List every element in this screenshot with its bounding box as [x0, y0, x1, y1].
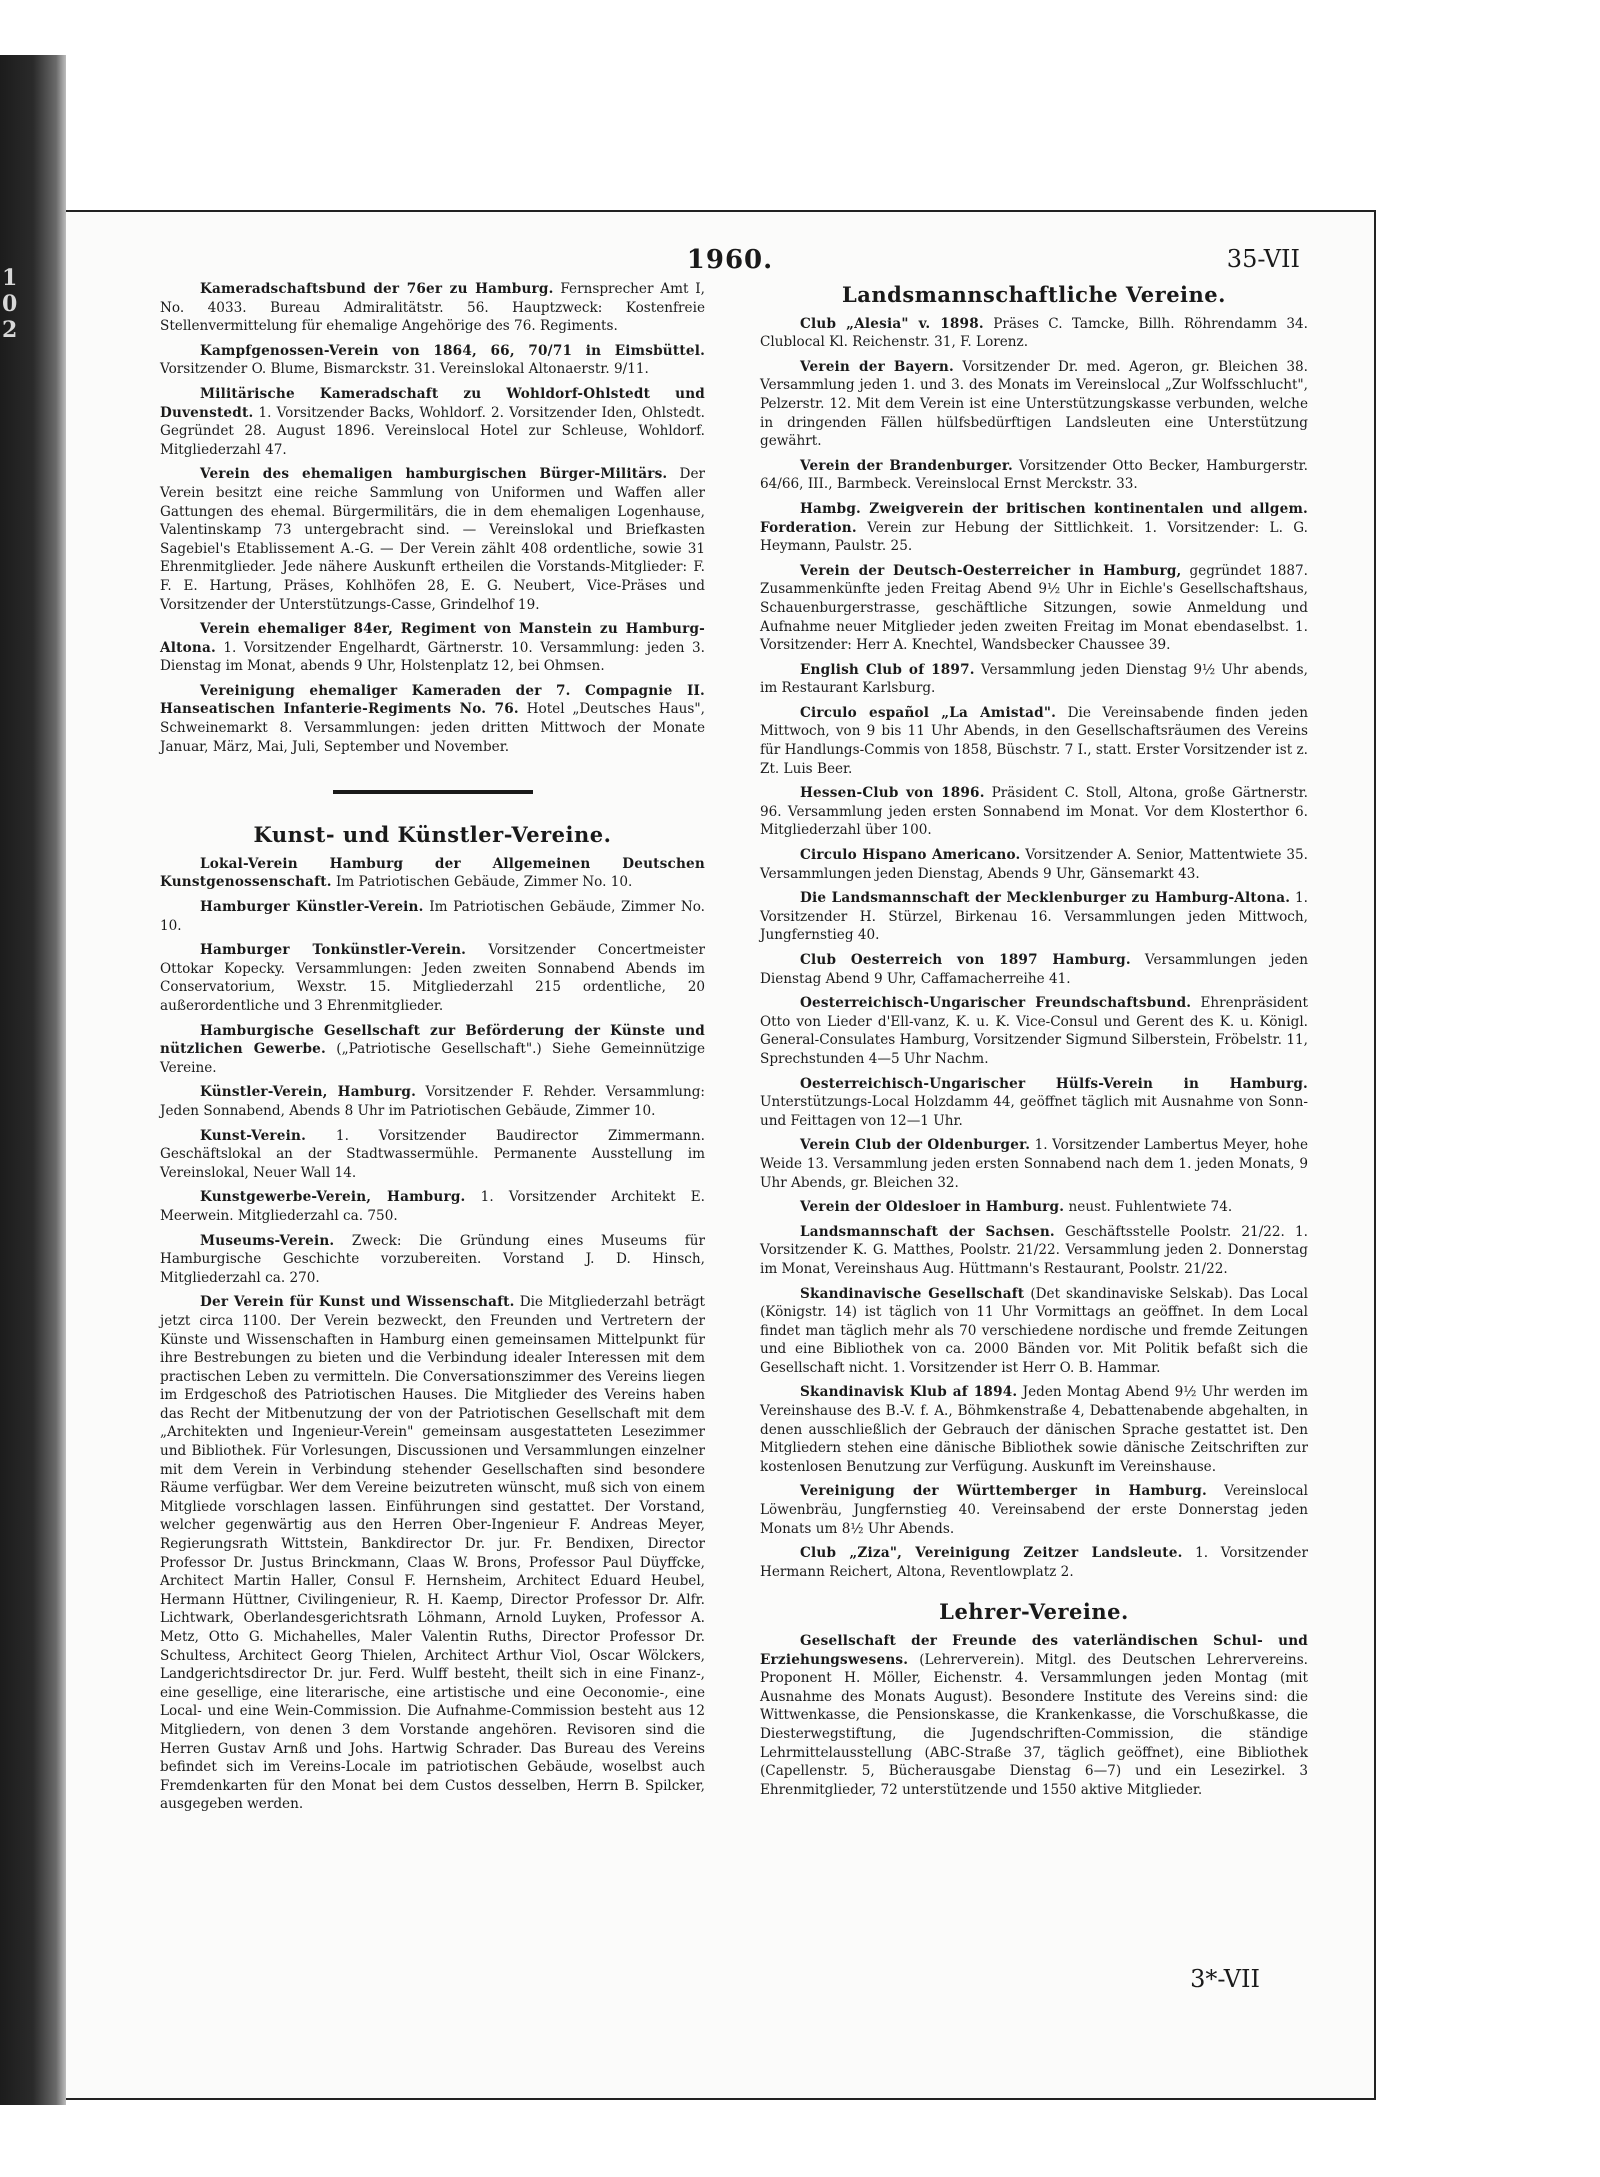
entry-body: 1. Vorsitzender Engelhardt, Gärtnerstr. 10. Versammlung: jeden 3. Dienstag im Monat, abends 9 Uhr, Holstenplatz 12, bei Ohmsen.	[160, 639, 705, 675]
entry-title: Verein der Deutsch-Oesterreicher in Hamburg,	[800, 562, 1182, 579]
entry-body: neust. Fuhlentwiete 74.	[1068, 1199, 1233, 1216]
entry-title: Oesterreichisch-Ungarischer Hülfs-Verein in Hamburg.	[800, 1075, 1308, 1092]
right-column	[760, 280, 1308, 1805]
footer-signature: 3*-VII	[1190, 1965, 1260, 1993]
entry-title: Militärische Kameradschaft zu Wohldorf-Ohlstedt und Duvenstedt.	[160, 385, 705, 421]
entry-title: Museums-Verein.	[200, 1232, 335, 1249]
entry-title: Hamburgische Gesellschaft zur Beförderung der Künste und nützlichen Gewerbe.	[160, 1022, 705, 1058]
entry-title: Club Oesterreich von 1897 Hamburg.	[800, 952, 1131, 968]
directory-entry	[760, 1136, 1308, 1192]
entry-body: Jeden Montag Abend 9½ Uhr werden im Vereinshause des B.-V. f. A., Böhmkenstraße 4, Debattenabende abgehalten, in denen ausschließlich der Gebrauch der dänischen Sprache gestattet ist. Den Mitgliedern stehen eine dänische Bibliothek sowie dänische Zeitschriften zur kostenlosen Benutzung zur Verfügung. Auskunft im Vereinshause.	[760, 1384, 1308, 1475]
entry-body: (Lehrerverein). Mitgl. des Deutschen Lehrervereins. Proponent H. Möller, Eichenstr. 4. Versammlungen jeden Montag (mit Ausnahme des Monats August). Besondere Institute des Vereins sind: die Wittwenkasse, die Pensionskasse, die Krankenkasse, die Vorschußkasse, die Diesterwegstiftung, die Jugendschriften-Commission, die ständige Lehrmittelausstellung (ABC-Straße 37, täglich geöffnet), eine Bibliothek (Capellenstr. 5, Bücherausgabe Dienstag 6—7) und ein Lesezirkel. 3 Ehrenmitglieder, 72 unterstützende und 1550 aktive Mitglieder.	[760, 1651, 1308, 1798]
entry-title: Hamburger Künstler-Verein.	[200, 899, 424, 916]
directory-entry	[160, 1232, 705, 1288]
entry-title: Gesellschaft der Freunde des vaterländischen Schul- und Erziehungswesens.	[760, 1633, 1308, 1668]
entry-title: Skandinavisk Klub af 1894.	[800, 1384, 1018, 1401]
section-title-kunst: Kunst- und Künstler-Vereine.	[253, 822, 612, 848]
directory-entry	[760, 562, 1308, 655]
entry-body: Fernsprecher Amt I, No. 4033. Bureau Admiralitätstr. 56. Hauptzweck: Kostenfreie Stellenvermittelung für ehemalige Angehörige des 76. Regiments.	[160, 281, 705, 335]
left-entries-top	[160, 280, 705, 756]
directory-entry	[160, 1083, 705, 1120]
margin-glyph: 0	[2, 291, 18, 317]
entry-title: Verein der Brandenburger.	[800, 457, 1013, 474]
directory-entry	[760, 457, 1308, 494]
margin-glyph: 1	[2, 265, 18, 291]
section-divider	[333, 790, 533, 794]
entry-title: Hessen-Club von 1896.	[800, 785, 985, 802]
entry-title: Verein ehemaliger 84er, Regiment von Manstein zu Hamburg-Altona.	[160, 621, 705, 656]
entry-body: Vorsitzender A. Senior, Mattentwiete 35. Versammlungen jeden Dienstag, Abends 9 Uhr, Gänsemarkt 43.	[760, 847, 1308, 882]
entry-body: 1. Vorsitzender Baudirector Zimmermann. Geschäftslokal an der Stadtwassermühle. Permanente Ausstellung im Vereinslokal, Neuer Wall 14.	[160, 1127, 705, 1181]
directory-entry	[760, 951, 1308, 988]
directory-entry	[760, 889, 1308, 945]
entry-body: Versammlung jeden Dienstag 9½ Uhr abends, im Restaurant Karlsburg.	[760, 661, 1308, 697]
entry-title: Landsmannschaft der Sachsen.	[800, 1223, 1055, 1240]
entry-title: Vereinigung der Württemberger in Hamburg.	[800, 1483, 1207, 1500]
entry-title: Kunstgewerbe-Verein, Hamburg.	[200, 1189, 466, 1206]
right-entries-landsmannschaft	[760, 315, 1308, 1582]
entry-title: Künstler-Verein, Hamburg.	[200, 1084, 417, 1101]
directory-entry	[760, 994, 1308, 1068]
section-title-lehrer: Lehrer-Vereine.	[939, 1599, 1129, 1625]
entry-title: Circulo Hispano Americano.	[800, 847, 1021, 864]
directory-entry	[160, 1293, 705, 1814]
page-number: 1960.	[686, 245, 774, 275]
entry-body: Vorsitzender Concertmeister Ottokar Kopecky. Versammlungen: Jeden zweiten Sonnabend Abends im Conservatorium, Wexstr. 15. Mitgliederzahl 215 ordentliche, 20 außerordentliche und 3 Ehrenmitglieder.	[160, 942, 705, 1014]
directory-entry	[760, 1075, 1308, 1131]
entry-body: Der Verein besitzt eine reiche Sammlung von Uniformen und Waffen aller Gattungen des ehemal. Bürgermilitärs, die in dem ehemaligen Logenhause, Valentinskamp 73 untergebracht sind. — Vereinslokal und Briefkasten Sagebiel's Etablissement A.-G. — Der Verein zählt 408 ordentliche, sowie 31 Ehrenmitglieder. Jede nähere Auskunft ertheilen die Vorstands-Mitglieder: F. F. E. Hartung, Präses, Kohlhöfen 28, E. G. Neubert, Vice-Präses und Vorsitzender der Unterstützungs-Casse, Grindelhof 19.	[160, 466, 705, 613]
left-entries-bottom	[160, 855, 705, 1814]
entry-body: Im Patriotischen Gebäude, Zimmer No. 10.	[335, 874, 633, 891]
entry-title: Circulo español „La Amistad".	[800, 704, 1057, 721]
directory-entry	[160, 465, 705, 614]
entry-title: Hamburger Tonkünstler-Verein.	[200, 942, 467, 959]
entry-title: Verein der Oldesloer in Hamburg.	[800, 1199, 1065, 1216]
entry-body: Vereinslocal Löwenbräu, Jungfernstieg 40. Vereinsabend der erste Donnerstag jeden Monats um 8½ Uhr Abends.	[760, 1483, 1308, 1537]
entry-body: (Det skandinaviske Selskab). Das Local (Königstr. 14) ist täglich von 11 Uhr Vormittags an geöffnet. In dem Local findet man täglich mehr als 70 verschiedene nordische und fremde Zeitungen und eine Bibliothek von ca. 2000 Bänden vor. Mit Politik befaßt sich die Gesellschaft nicht. 1. Vorsitzender ist Herr O. B. Hammar.	[760, 1285, 1308, 1376]
entry-body: Im Patriotischen Gebäude, Zimmer No. 10.	[160, 899, 705, 934]
entry-title: Kunst-Verein.	[200, 1127, 307, 1144]
entry-title: Verein der Bayern.	[800, 358, 954, 375]
entry-body: Hotel „Deutsches Haus", Schweinemarkt 8. Versammlungen: jeden dritten Mittwoch der Monate Januar, März, Mai, Juli, September und November.	[160, 701, 705, 755]
entry-body: Präses C. Tamcke, Billh. Röhrendamm 34. Clublocal Kl. Reichenstr. 31, F. Lorenz.	[760, 315, 1308, 351]
directory-entry	[760, 1544, 1308, 1581]
entry-title: Der Verein für Kunst und Wissenschaft.	[200, 1294, 515, 1311]
entry-title: Oesterreichisch-Ungarischer Freundschaftsbund.	[800, 995, 1192, 1012]
directory-entry	[160, 682, 705, 756]
left-column	[160, 280, 705, 1820]
binding-edge	[0, 55, 66, 2105]
directory-entry	[760, 846, 1308, 883]
entry-title: Club „Alesia" v. 1898.	[800, 315, 984, 332]
directory-entry	[760, 784, 1308, 840]
entry-body: Präsident C. Stoll, Altona, große Gärtnerstr. 96. Versammlung jeden ersten Sonnabend im Monat. Vor dem Klosterthor 6. Mitgliederzahl über 100.	[760, 785, 1308, 839]
right-entries-lehrer	[760, 1632, 1308, 1799]
directory-entry	[160, 620, 705, 676]
directory-entry	[760, 1285, 1308, 1378]
directory-entry	[760, 1482, 1308, 1538]
entry-body: Die Vereinsabende finden jeden Mittwoch, von 9 bis 11 Uhr Abends, in den Gesellschaftsräumen des Vereins für Handlungs-Commis von 1858, Büschstr. 7 I., statt. Erster Vorsitzender ist z. Zt. Luis Beer.	[760, 704, 1308, 777]
directory-entry	[160, 898, 705, 935]
entry-body: 1. Vorsitzender H. Stürzel, Birkenau 16. Versammlungen jeden Mittwoch, Jungfernstieg 40.	[760, 890, 1308, 944]
directory-entry	[760, 315, 1308, 352]
directory-entry	[760, 661, 1308, 698]
entry-body: gegründet 1887. Zusammenkünfte jeden Freitag Abend 9½ Uhr in Eichle's Gesellschaftshaus, Schauenburgerstrasse, geschäftliche Sitzungen, sowie Anmeldung und Aufnahme neuer Mitglieder jeden zweiten Freitag im Monat ebendaselbst. 1. Vorsitzender: Herr A. Knechtel, Wandsbecker Chaussee 39.	[760, 562, 1309, 654]
entry-body: Ehrenpräsident Otto von Lieder d'Ell-vanz, K. u. K. Vice-Consul und Gerent des K. u. Königl. General-Consulates Hamburg, Vorsitzender Sigmund Silberstein, Fröbelstr. 11, Sprechstunden 4—5 Uhr Nachm.	[760, 995, 1309, 1067]
entry-body: 1. Vorsitzender Hermann Reichert, Altona, Reventlowplatz 2.	[760, 1545, 1308, 1580]
directory-entry	[760, 500, 1308, 556]
entry-title: Verein Club der Oldenburger.	[800, 1137, 1031, 1154]
entry-title: Verein des ehemaligen hamburgischen Bürger-Militärs.	[200, 466, 668, 483]
entry-title: Die Landsmannschaft der Mecklenburger zu Hamburg-Altona.	[800, 890, 1291, 907]
directory-entry	[760, 358, 1308, 451]
directory-entry	[160, 1127, 705, 1183]
entry-body: Versammlungen jeden Dienstag Abend 9 Uhr, Caffamacherreihe 41.	[760, 952, 1308, 987]
directory-entry	[160, 1022, 705, 1078]
entry-title: Hambg. Zweigverein der britischen kontinentalen und allgem. Forderation.	[760, 500, 1308, 536]
entry-body: Zweck: Die Gründung eines Museums für Hamburgische Geschichte vorzubereiten. Vorstand J. D. Hinsch, Mitgliederzahl ca. 270.	[160, 1232, 705, 1286]
directory-entry	[760, 1198, 1308, 1217]
directory-entry	[760, 1223, 1308, 1279]
entry-title: Kampfgenossen-Verein von 1864, 66, 70/71 in Eimsbüttel.	[200, 342, 705, 359]
directory-entry	[160, 941, 705, 1015]
entry-body: Vorsitzender O. Blume, Bismarckstr. 31. Vereinslokal Altonaerstr. 9/11.	[160, 361, 649, 378]
entry-title: Lokal-Verein Hamburg der Allgemeinen Deutschen Kunstgenossenschaft.	[160, 855, 705, 891]
entry-title: English Club of 1897.	[800, 661, 975, 678]
directory-entry	[160, 342, 705, 379]
entry-body: Unterstützungs-Local Holzdamm 44, geöffnet täglich mit Ausnahme von Sonn- und Feittagen von 12—1 Uhr.	[760, 1094, 1308, 1129]
directory-entry	[760, 704, 1308, 778]
entry-body: Vorsitzender F. Rehder. Versammlung: Jeden Sonnabend, Abends 8 Uhr im Patriotischen Gebäude, Zimmer 10.	[160, 1084, 706, 1119]
section-title-landsmannschaft: Landsmannschaftliche Vereine.	[842, 282, 1226, 307]
entry-body: („Patriotische Gesellschaft".) Siehe Gemeinnützige Vereine.	[160, 1041, 705, 1076]
entry-title: Skandinavische Gesellschaft	[800, 1285, 1025, 1302]
entry-body: Vorsitzender Dr. med. Ageron, gr. Bleichen 38. Versammlung jeden 1. und 3. des Monats im Vereinslocal „Zur Wolfsschlucht", Pelzerstr. 12. Mit dem Verein ist eine Unterstützungskasse verbunden, welche in dringenden Fällen hülfsbedürftigen Landsleuten eine Unterstützung gewährt.	[760, 358, 1309, 450]
directory-entry	[160, 280, 705, 336]
entry-body: Die Mitgliederzahl beträgt jetzt circa 1100. Der Verein bezweckt, den Freunden und Vertretern der Künste und Wissenschaften in Hamburg einen gemeinsamen Mittelpunkt für ihre Bestrebungen zu bieten und die Verbindung idealer Interessen mit dem practischen Leben zu vermitteln. Die Conversationszimmer des Vereins liegen im Erdgeschoß des Patriotischen Hauses. Die Mitglieder des Vereins haben das Recht der Mitbenutzung der von der Patriotischen Gesellschaft mit dem „Architekten und Ingenieur-Verein" gemeinsam ausgestatteten Lesezimmer und Bibliothek. Für Vorlesungen, Discussionen und Versammlungen einzelner mit dem Verein in Verbindung stehender Gesellschaften sind besondere Räume verfügbar. Wer dem Vereine beizutreten wünscht, muß sich von einem Mitgliede vorschlagen lassen. Einführungen sind gestattet. Der Vorstand, welcher gegenwärtig aus den Herren Ober-Ingenieur F. Andreas Meyer, Regierungsrath Wittstein, Bankdirector Dr. jur. Fr. Bendixen, Director Professor Dr. Justus Brinckmann, Claas W. Brons, Professor Paul Düyffcke, Architect Martin Haller, Consul F. Hernsheim, Architect Eduard Heubel, Hermann Hüttner, Civilingenieur, R. H. Kaemp, Director Professor Dr. Alfr. Lichtwark, Oberlandesgerichtsrath Löhmann, Arnold Luyken, Professor A. Metz, Otto G. Michahelles, Maler Valentin Ruths, Director Professor Dr. Schultess, Architect Georg Thielen, Architect Arthur Viol, Oscar Wölckers, Landgerichtsdirector Dr. jur. Ferd. Wulff besteht, theilt sich in eine Finanz-, eine gesellige, eine literarische, eine artistische und eine Oeconomie-, eine Local- und eine Wein-Commission. Die Aufnahme-Commission besteht aus 12 Mitgliedern, von denen 3 dem Vorstande angehören. Revisoren sind die Herren Gustav Arnß und Johs. Hartwig Schrader. Das Bureau des Vereins befindet sich im Vereins-Locale im patriotischen Gebäude, woselbst auch Fremdenkarten für den Monat bei dem Custos desselben, Herrn B. Spilcker, ausgegeben werden.	[160, 1294, 705, 1813]
entry-body: 1. Vorsitzender Architekt E. Meerwein. Mitgliederzahl ca. 750.	[160, 1189, 705, 1224]
entry-title: Kameradschaftsbund der 76er zu Hamburg.	[200, 281, 554, 297]
page-signature: 35-VII	[1226, 245, 1300, 273]
entry-body: Vorsitzender Otto Becker, Hamburgerstr. 64/66, III., Barmbeck. Vereinslocal Ernst Merckstr. 33.	[760, 457, 1308, 493]
directory-entry	[160, 385, 705, 459]
entry-title: Club „Ziza", Vereinigung Zeitzer Landsleute.	[800, 1545, 1183, 1562]
directory-entry	[760, 1383, 1308, 1476]
margin-glyph: 2	[2, 317, 18, 343]
directory-entry	[160, 855, 705, 892]
entry-title: Vereinigung ehemaliger Kameraden der 7. Compagnie II. Hanseatischen Infanterie-Regiments No. 76.	[160, 682, 705, 718]
entry-body: Geschäftsstelle Poolstr. 21/22. 1. Vorsitzender K. G. Matthes, Poolstr. 21/22. Versammlung jeden 2. Donnerstag im Monat, Vereinshaus Aug. Hüttmann's Restaurant, Poolstr. 21/22.	[760, 1223, 1308, 1277]
entry-body: Verein zur Hebung der Sittlichkeit. 1. Vorsitzender: L. G. Heymann, Paulstr. 25.	[760, 519, 1308, 555]
directory-entry	[760, 1632, 1308, 1799]
entry-body: 1. Vorsitzender Backs, Wohldorf. 2. Vorsitzender Iden, Ohlstedt. Gegründet 28. August 1896. Vereinslocal Hotel zur Schleuse, Wohldorf. Mitgliederzahl 47.	[160, 404, 705, 458]
directory-entry	[160, 1188, 705, 1225]
entry-body: 1. Vorsitzender Lambertus Meyer, hohe Weide 13. Versammlung jeden ersten Sonnabend nach dem 1. jeden Monats, 9 Uhr Abends, gr. Bleichen 32.	[760, 1137, 1308, 1191]
